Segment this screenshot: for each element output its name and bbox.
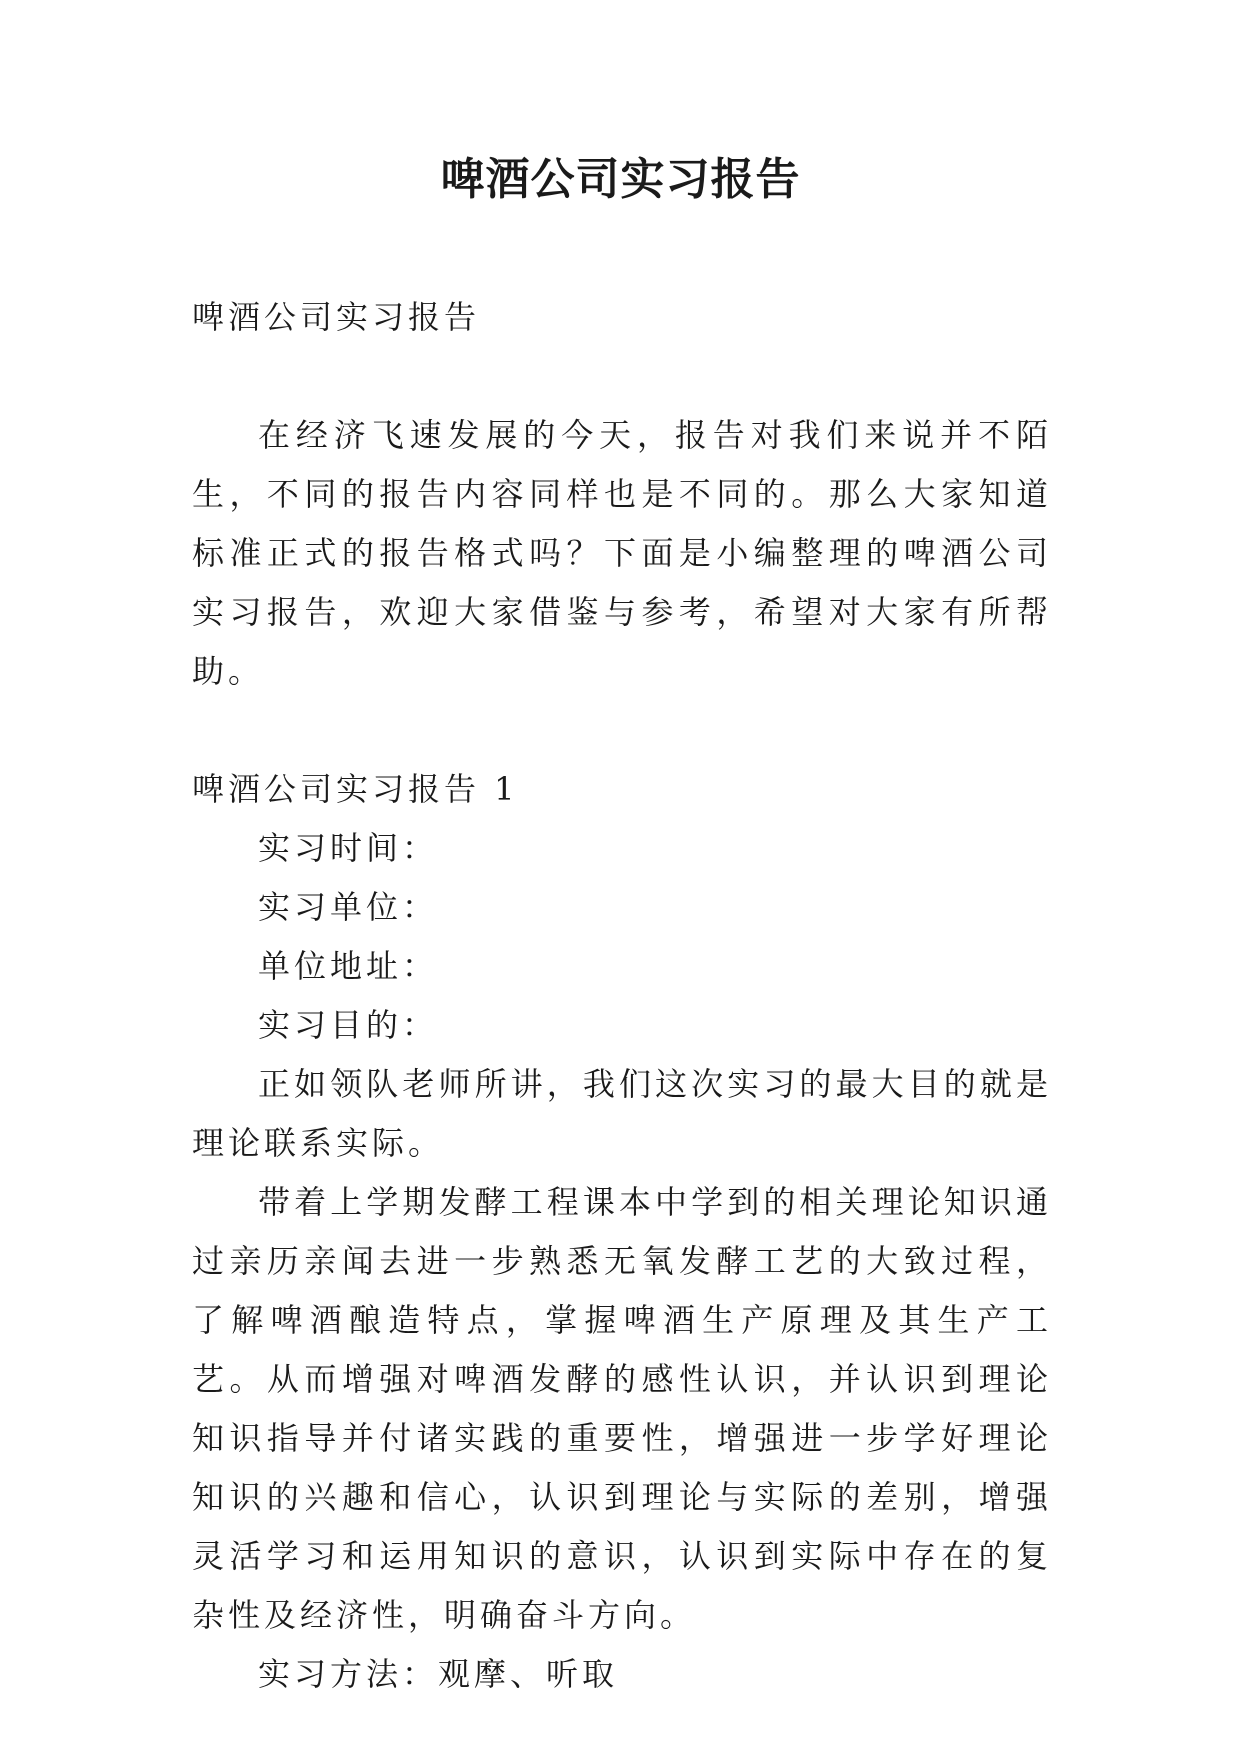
- method-line: 实习方法：观摩、听取: [258, 1655, 619, 1693]
- document-subtitle: 啤酒公司实习报告: [192, 298, 481, 336]
- document-body: [192, 288, 1052, 1704]
- field-unit-address: 单位地址：: [258, 947, 439, 985]
- field-internship-purpose: 实习目的：: [258, 1006, 439, 1044]
- intro-paragraph: 在经济飞速发展的今天，报告对我们来说并不陌生，不同的报告内容同样也是不同的。那么大家知道标准正式的报告格式吗？下面是小编整理的啤酒公司实习报告，欢迎大家借鉴与参考，希望对大家有所帮助。: [192, 416, 1052, 690]
- purpose-paragraph: 正如领队老师所讲，我们这次实习的最大目的就是理论联系实际。: [192, 1065, 1052, 1162]
- section-heading: 啤酒公司实习报告 1: [192, 770, 519, 808]
- detail-paragraph: 带着上学期发酵工程课本中学到的相关理论知识通过亲历亲闻去进一步熟悉无氧发酵工艺的大致过程，了解啤酒酿造特点，掌握啤酒生产原理及其生产工艺。从而增强对啤酒发酵的感性认识，并认识到理论知识指导并付诸实践的重要性，增强进一步学好理论知识的兴趣和信心，认识到理论与实际的差别，增强灵活学习和运用知识的意识，认识到实际中存在的复杂性及经济性，明确奋斗方向。: [192, 1183, 1052, 1634]
- document-title: 啤酒公司实习报告: [440, 154, 801, 205]
- field-internship-unit: 实习单位：: [258, 888, 439, 926]
- field-internship-time: 实习时间：: [258, 829, 439, 867]
